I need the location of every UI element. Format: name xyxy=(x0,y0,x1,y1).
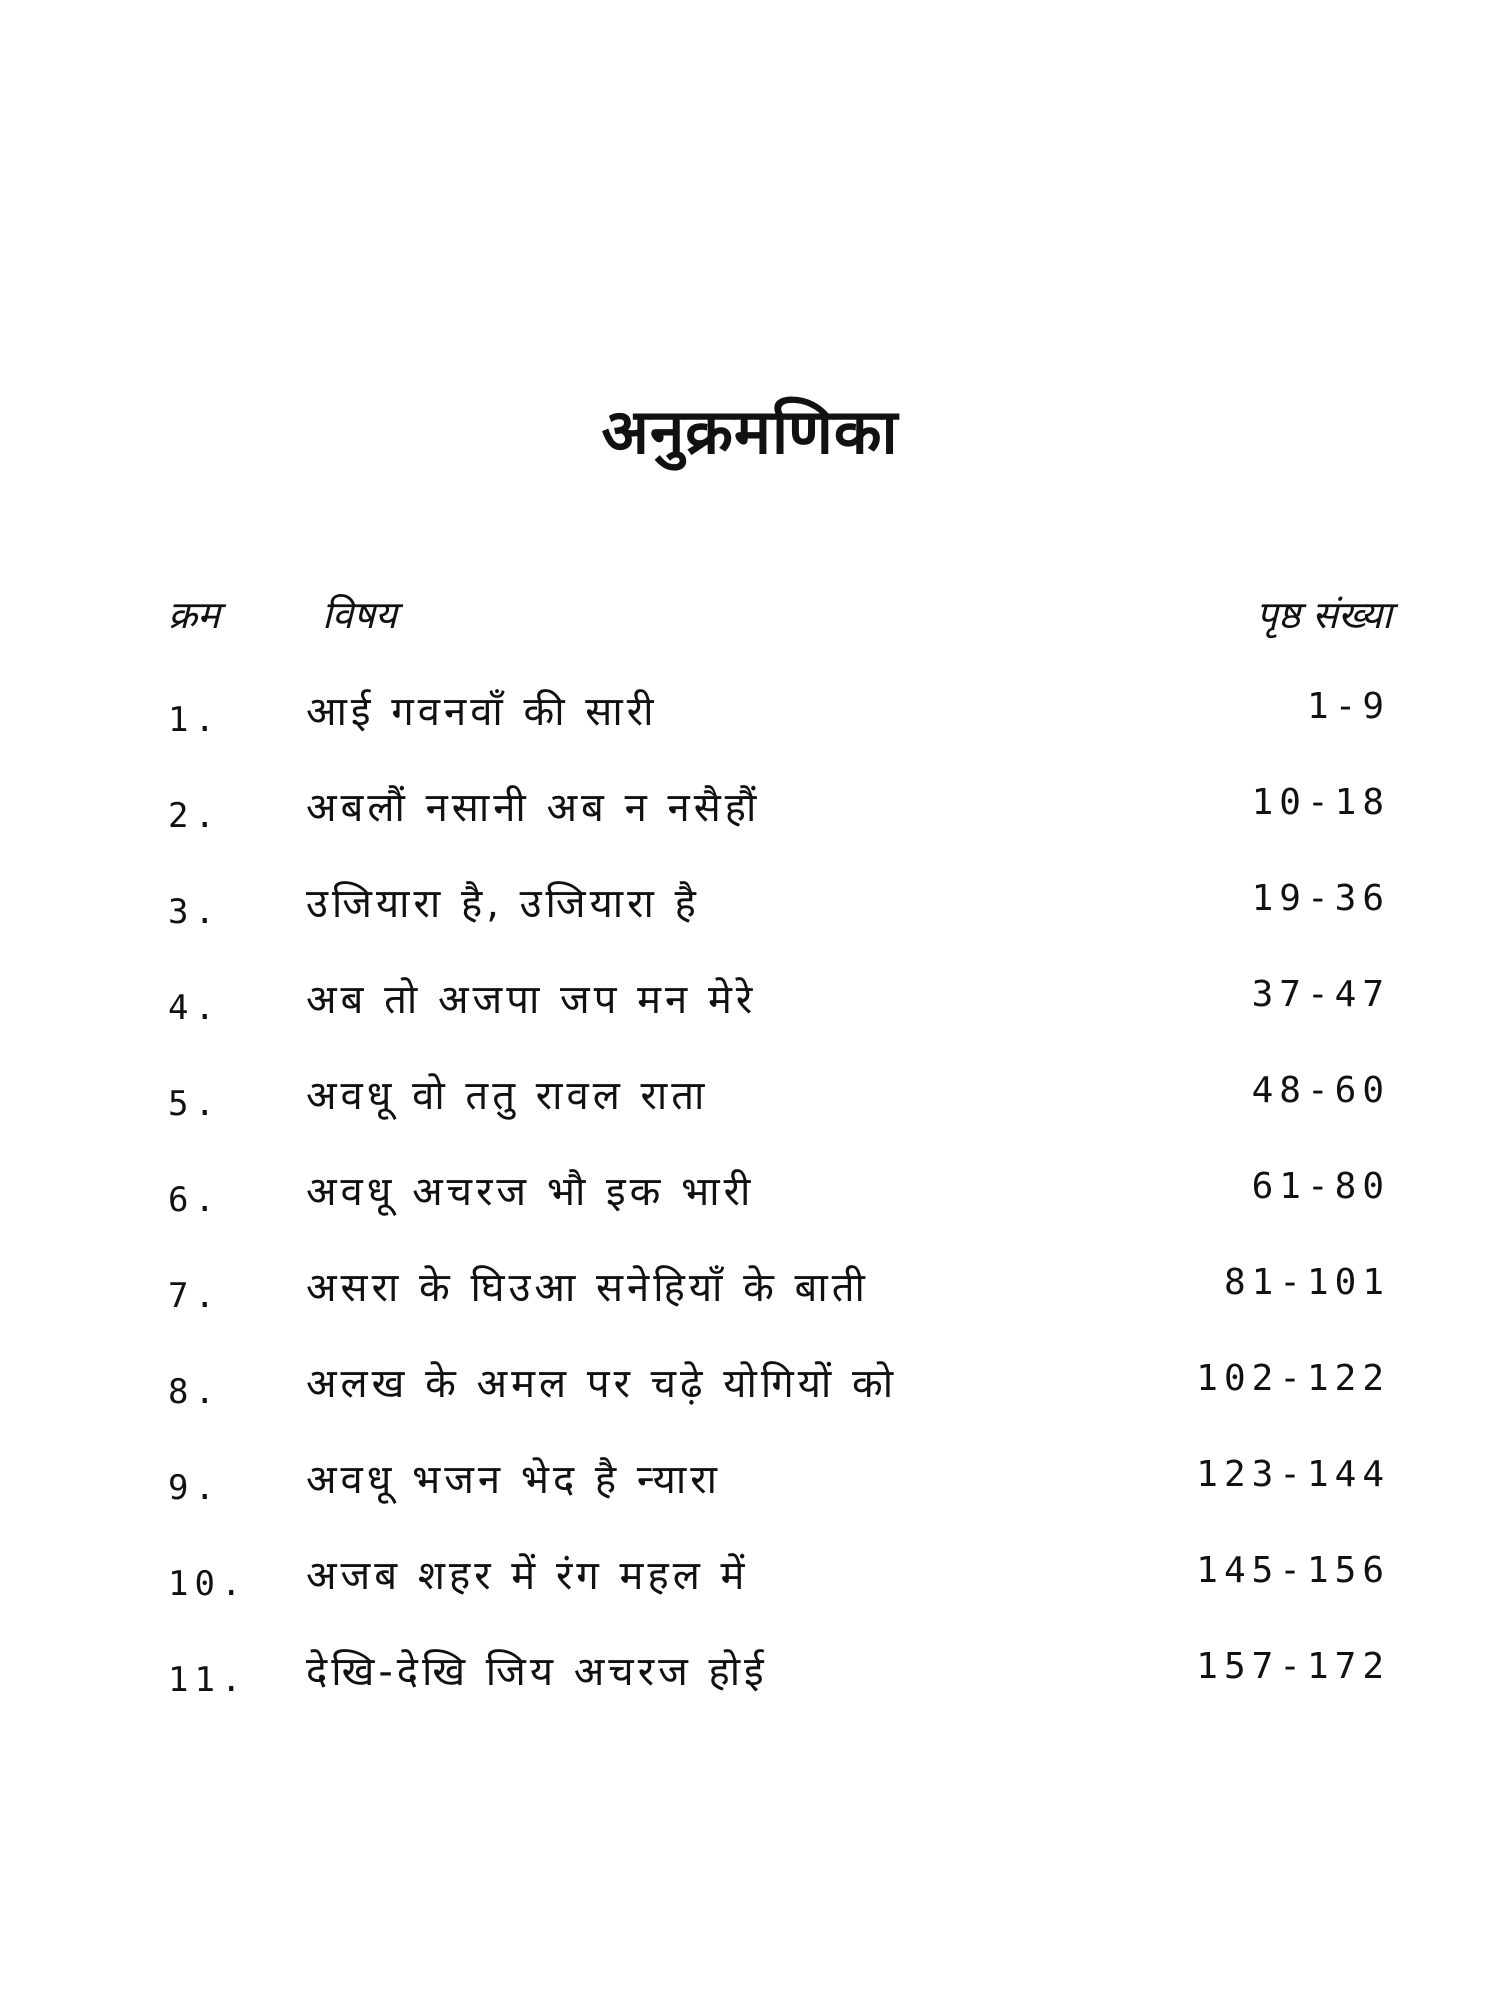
entry-pages: 37-47 xyxy=(1251,974,1390,1015)
header-number: क्रम xyxy=(168,593,220,637)
entry-pages: 48-60 xyxy=(1251,1070,1390,1111)
entry-pages: 10-18 xyxy=(1251,782,1390,823)
toc-entry xyxy=(0,1354,1500,1450)
entry-title: अवधू अचरज भौ इक भारी xyxy=(306,1169,755,1215)
entry-number: 1. xyxy=(168,700,221,740)
entry-number: 5. xyxy=(168,1084,221,1124)
entry-title: असरा के घिउआ सनेहियाँ के बाती xyxy=(306,1265,869,1311)
toc-entry xyxy=(0,1066,1500,1162)
entry-pages: 1-9 xyxy=(1306,686,1390,727)
entry-title: देखि-देखि जिय अचरज होई xyxy=(306,1649,768,1695)
header-subject: विषय xyxy=(322,593,397,637)
toc-entry xyxy=(0,778,1500,874)
entry-pages: 102-122 xyxy=(1196,1358,1390,1399)
entry-title: अजब शहर में रंग महल में xyxy=(306,1553,749,1599)
toc-entry xyxy=(0,1450,1500,1546)
toc-entry xyxy=(0,1546,1500,1642)
entry-title: आई गवनवाँ की सारी xyxy=(306,689,658,735)
entry-pages: 81-101 xyxy=(1223,1262,1390,1303)
entry-title: उजियारा है, उजियारा है xyxy=(306,881,700,927)
toc-entry xyxy=(0,970,1500,1066)
entry-title: अबलौं नसानी अब न नसैहौं xyxy=(306,785,761,831)
table-header xyxy=(0,588,1500,648)
entry-number: 8. xyxy=(168,1372,221,1412)
entry-title: अवधू वो ततु रावल राता xyxy=(306,1073,709,1119)
entry-number: 10. xyxy=(168,1564,248,1604)
entry-pages: 19-36 xyxy=(1251,878,1390,919)
entry-title: अब तो अजपा जप मन मेरे xyxy=(306,977,757,1023)
page-title: अनुक्रमणिका xyxy=(601,395,899,468)
toc-entry xyxy=(0,1642,1500,1738)
table-of-contents xyxy=(0,682,1500,1738)
toc-entry xyxy=(0,1162,1500,1258)
entry-number: 2. xyxy=(168,796,221,836)
entry-number: 4. xyxy=(168,988,221,1028)
toc-entry xyxy=(0,682,1500,778)
entry-pages: 61-80 xyxy=(1251,1166,1390,1207)
entry-number: 3. xyxy=(168,892,221,932)
entry-pages: 145-156 xyxy=(1196,1550,1390,1591)
toc-entry xyxy=(0,874,1500,970)
entry-title: अवधू भजन भेद है न्यारा xyxy=(306,1457,721,1503)
toc-entry xyxy=(0,1258,1500,1354)
entry-number: 11. xyxy=(168,1660,248,1700)
entry-number: 9. xyxy=(168,1468,221,1508)
entry-number: 7. xyxy=(168,1276,221,1316)
entry-number: 6. xyxy=(168,1180,221,1220)
entry-pages: 123-144 xyxy=(1196,1454,1390,1495)
entry-title: अलख के अमल पर चढ़े योगियों को xyxy=(306,1361,898,1407)
header-page-number: पृष्ठ संख्या xyxy=(1256,593,1392,637)
entry-pages: 157-172 xyxy=(1196,1646,1390,1687)
